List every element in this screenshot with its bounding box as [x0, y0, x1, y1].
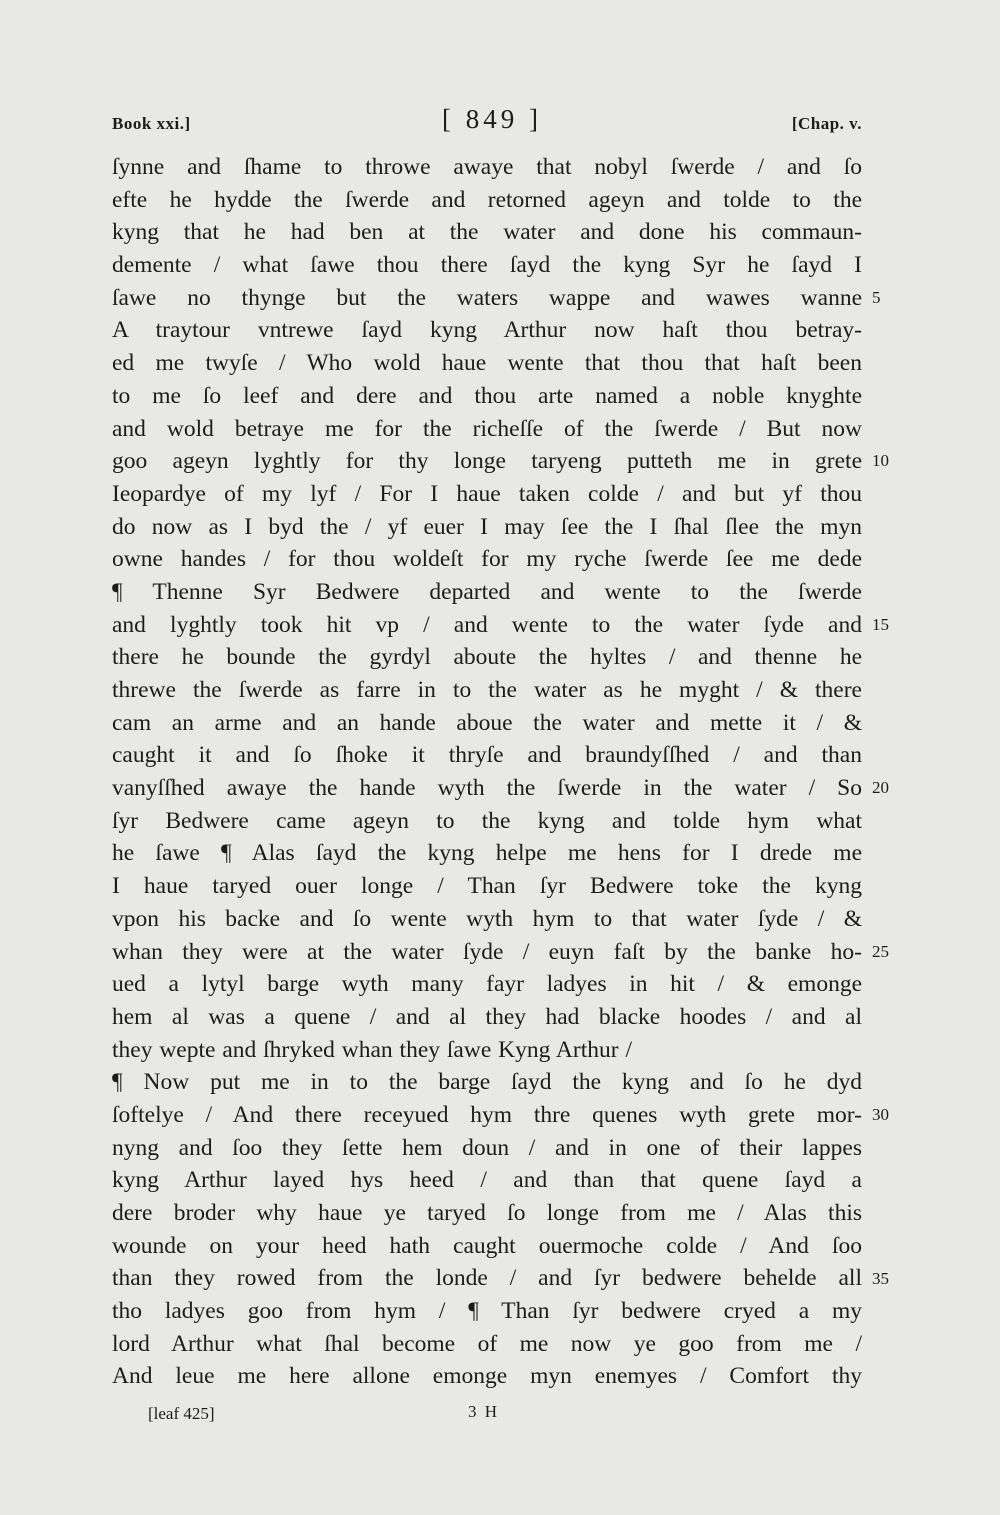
- text-line: tho ladyes goo from hym / ¶ Than ſyr bedwere cryed a my: [112, 1298, 862, 1325]
- text-line: there he bounde the gyrdyl aboute the hyltes / and thenne he: [112, 644, 862, 671]
- text-line: ſoftelye / And there receyued hym thre quenes wyth grete mor-: [112, 1101, 862, 1128]
- text-line: to me ſo leef and dere and thou arte named a noble knyghte: [112, 382, 862, 409]
- text-line: owne handes / for thou woldeſt for my ryche ſwerde ſee me dede: [112, 546, 862, 573]
- text-line: And leue me here allone emonge myn enemyes / Comfort thy: [112, 1363, 862, 1390]
- text-line: do now as I byd the / yf euer I may ſee the I ſhal ſlee the myn: [112, 513, 862, 540]
- text-line: ued a lytyl barge wyth many fayr ladyes in hit / & emonge: [112, 971, 862, 998]
- signature-mark: 3 H: [468, 1402, 500, 1421]
- text-line: and lyghtly took hit vp / and wente to the water ſyde and: [112, 611, 862, 638]
- text-line: hem al was a quene / and al they had blacke hoodes / and al: [112, 1003, 862, 1030]
- line-number: 25: [872, 942, 889, 961]
- body-text: [112, 151, 862, 1393]
- text-line: I haue taryed ouer longe / Than ſyr Bedwere toke the kyng: [112, 873, 862, 900]
- text-line: efte he hydde the ſwerde and retorned ageyn and tolde to the: [112, 186, 862, 213]
- line-number: 35: [872, 1269, 889, 1288]
- text-line: goo ageyn lyghtly for thy longe taryeng putteth me in grete: [112, 448, 862, 475]
- line-number: 5: [872, 288, 881, 307]
- leaf-reference: [leaf 425]: [148, 1404, 215, 1423]
- text-line: A traytour vntrewe ſayd kyng Arthur now haſt thou betray-: [112, 317, 862, 344]
- text-line: caught it and ſo ſhoke it thryſe and braundyſſhed / and than: [112, 742, 862, 769]
- page-header: [112, 104, 862, 144]
- text-line: ſynne and ſhame to throwe awaye that nobyl ſwerde / and ſo: [112, 154, 862, 180]
- text-line: vanyſſhed awaye the hande wyth the ſwerde in the water / So: [112, 775, 862, 802]
- text-line: ¶ Thenne Syr Bedwere departed and wente to the ſwerde: [112, 578, 862, 605]
- line-number: 10: [872, 451, 889, 470]
- running-head-chapter: [Chap. v.: [791, 114, 862, 133]
- text-line: dere broder why haue ye taryed ſo longe from me / Alas this: [112, 1200, 862, 1226]
- text-line: kyng that he had ben at the water and done his commaun-: [112, 219, 862, 246]
- line-number: 30: [872, 1105, 889, 1124]
- text-line: nyng and ſoo they ſette hem doun / and in one of their lappes: [112, 1134, 862, 1161]
- text-line: kyng Arthur layed hys heed / and than that quene ſayd a: [112, 1167, 862, 1194]
- text-line: whan they were at the water ſyde / euyn faſt by the banke ho-: [112, 938, 862, 965]
- text-line: and wold betraye me for the richeſſe of the ſwerde / But now: [112, 415, 862, 442]
- page-number: [ 849 ]: [442, 104, 542, 134]
- text-line: ſyr Bedwere came ageyn to the kyng and tolde hym what: [112, 807, 862, 834]
- text-line: demente / what ſawe thou there ſayd the kyng Syr he ſayd I: [112, 252, 862, 279]
- text-line: wounde on your heed hath caught ouermoche colde / And ſoo: [112, 1232, 862, 1259]
- line-number: 15: [872, 615, 889, 634]
- running-head-book: Book xxi.]: [112, 114, 191, 133]
- text-line: vpon his backe and ſo wente wyth hym to that water ſyde / &: [112, 905, 862, 932]
- text-line: cam an arme and an hande aboue the water and mette it / &: [112, 709, 862, 736]
- text-line: ſawe no thynge but the waters wappe and wawes wanne: [112, 284, 862, 311]
- text-line: than they rowed from the londe / and ſyr bedwere behelde all: [112, 1265, 862, 1292]
- text-line: threwe the ſwerde as farre in to the water as he myght / & there: [112, 677, 862, 703]
- text-line: Ieopardye of my lyf / For I haue taken colde / and but yf thou: [112, 480, 862, 507]
- text-line: he ſawe ¶ Alas ſayd the kyng helpe me hens for I drede me: [112, 840, 862, 867]
- text-line: ed me twyſe / Who wold haue wente that thou that haſt been: [112, 350, 862, 377]
- text-line: ¶ Now put me in to the barge ſayd the kyng and ſo he dyd: [112, 1069, 862, 1096]
- line-number: 20: [872, 778, 889, 797]
- text-line: they wepte and ſhryked whan they ſawe Kyng Arthur /: [112, 1036, 632, 1063]
- text-line: lord Arthur what ſhal become of me now ye goo from me /: [112, 1330, 862, 1357]
